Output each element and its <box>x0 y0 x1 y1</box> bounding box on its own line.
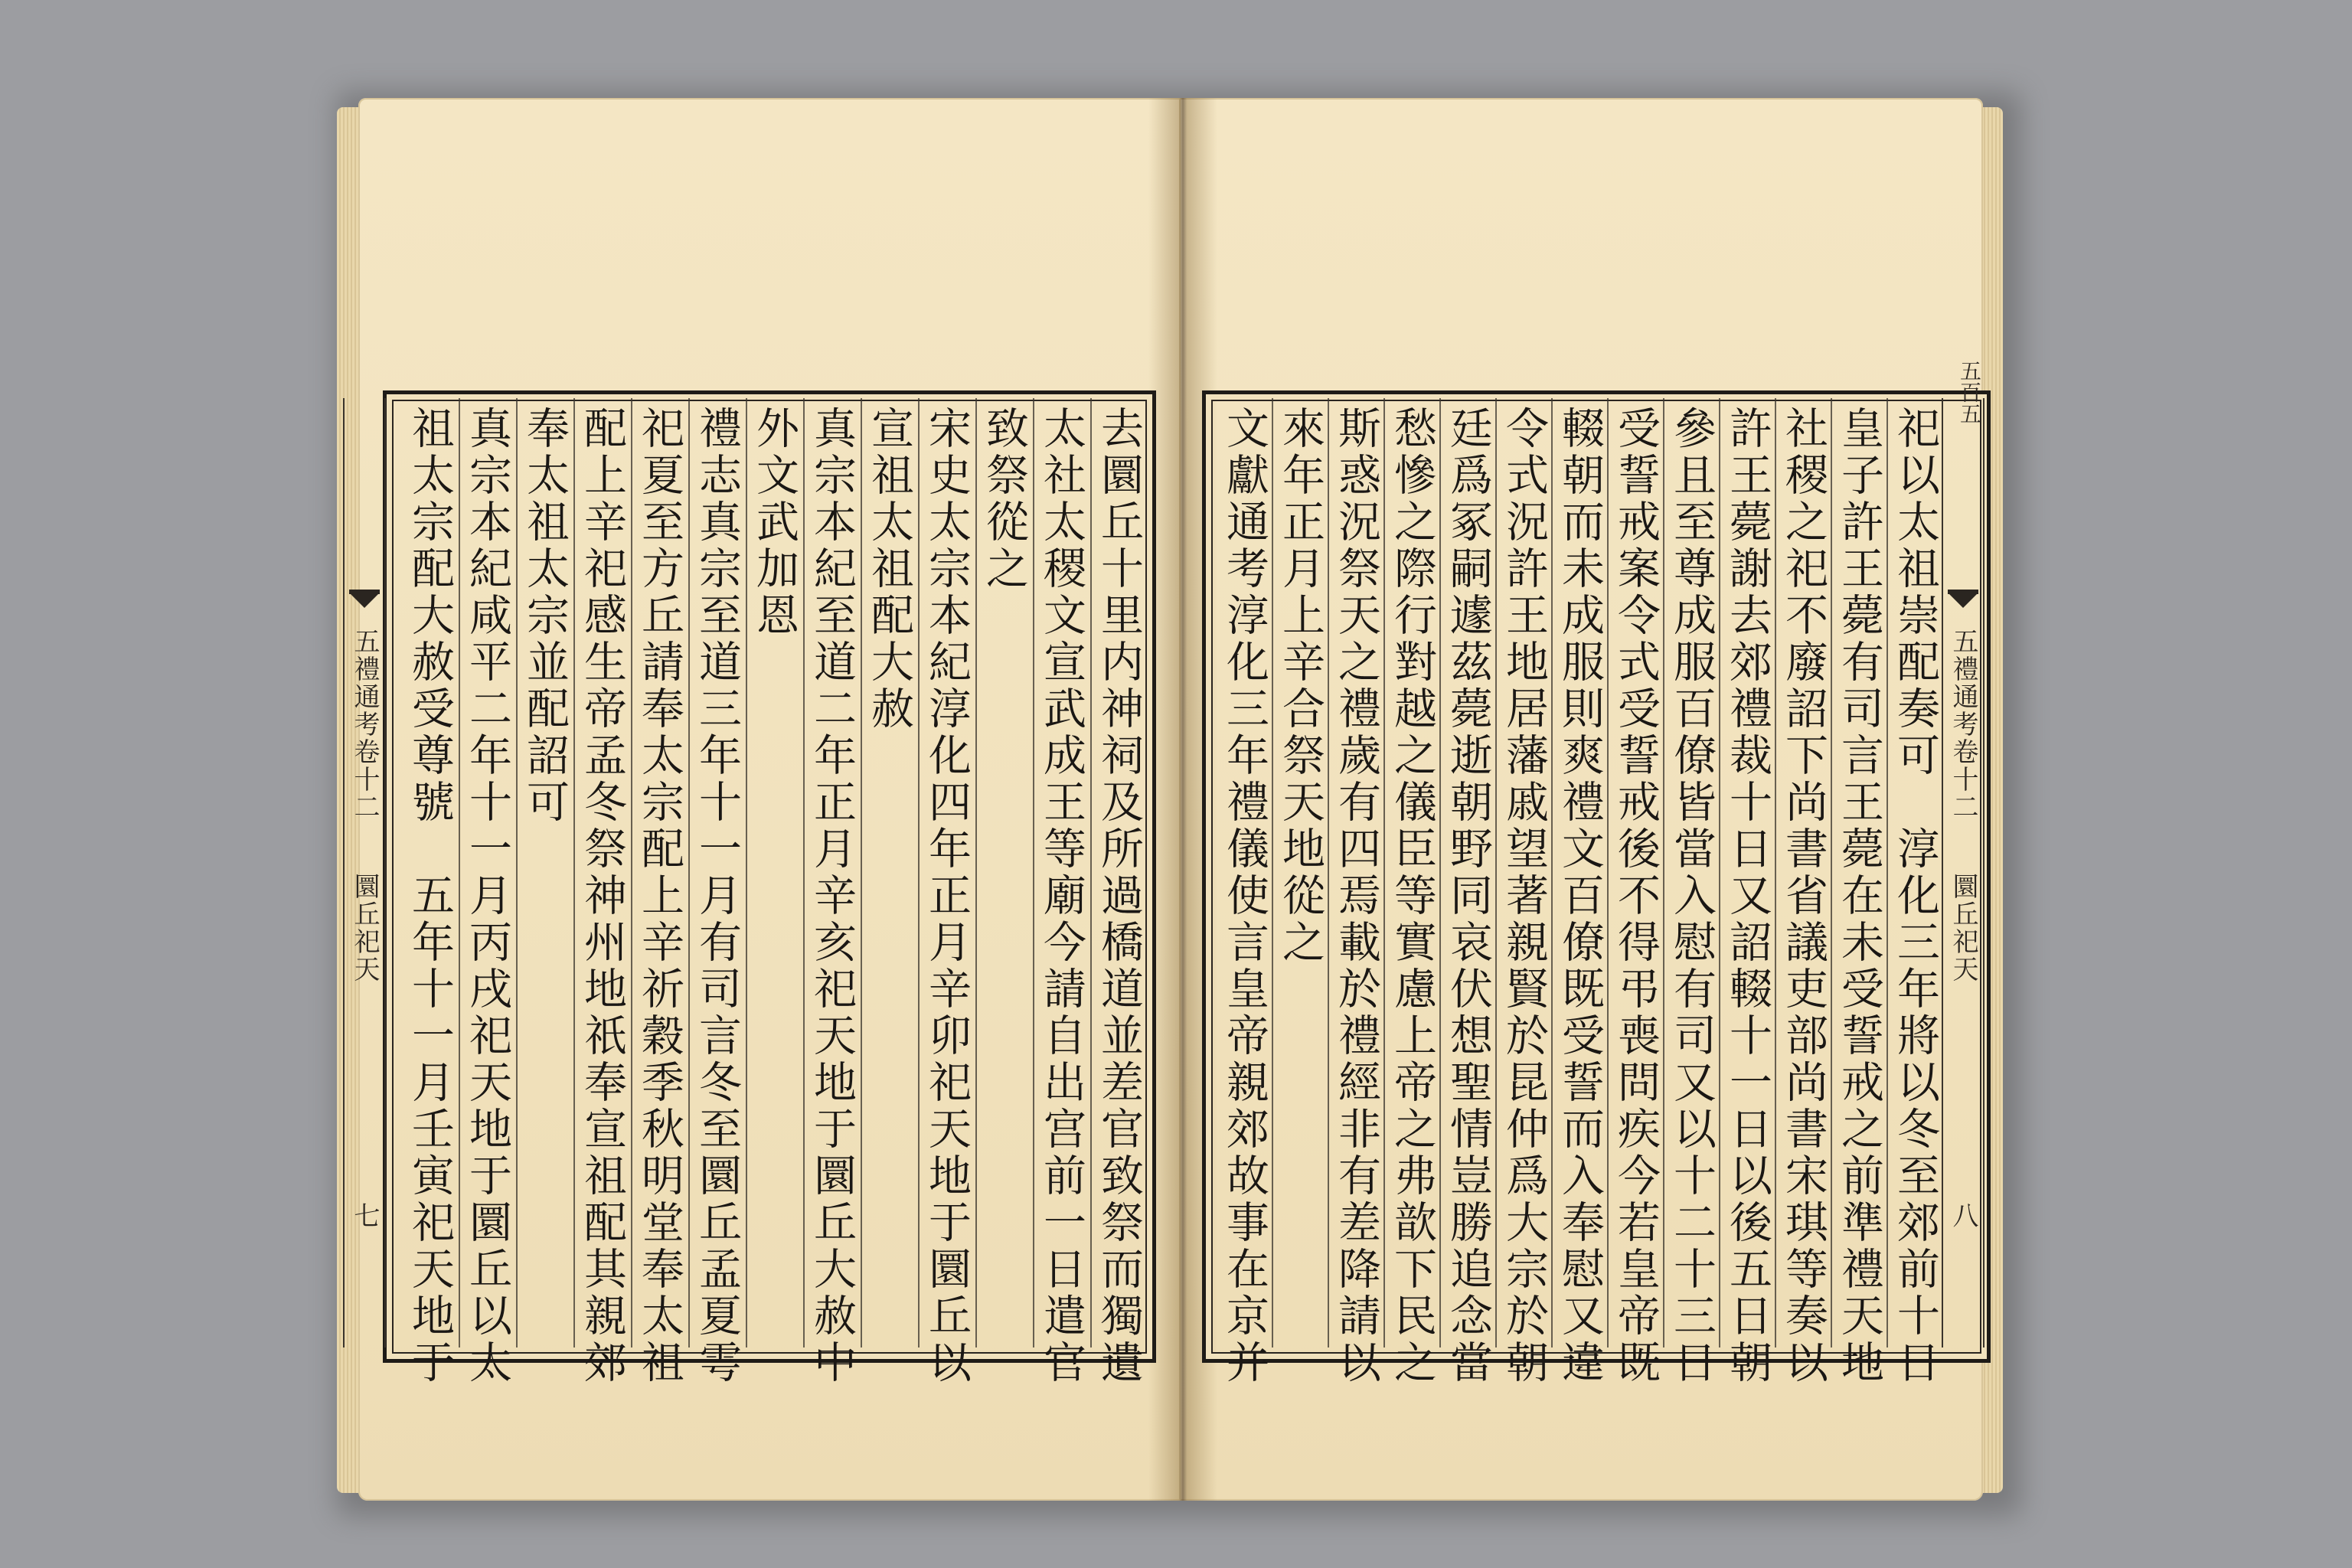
column-rule <box>516 398 518 1348</box>
column-rule <box>1831 398 1832 1348</box>
column-rule <box>1033 398 1034 1348</box>
right-page-text-column: 斯惑況祭天之禮歲有四焉載於禮經非有差降請以 <box>1331 406 1381 1387</box>
right-corner-mark: 五百五 <box>1957 360 1982 424</box>
left-banxin <box>343 398 386 1348</box>
left-page-text-column: 宣祖太祖配大赦 <box>864 406 914 733</box>
fish-tail-mark <box>349 590 380 625</box>
column-rule <box>918 398 920 1348</box>
column-rule <box>861 398 862 1348</box>
column-rule <box>688 398 690 1348</box>
column-rule <box>1439 398 1441 1348</box>
column-rule <box>631 398 632 1348</box>
column-rule <box>746 398 747 1348</box>
left-page-text-column: 禮志真宗至道三年十一月有司言冬至圜丘孟夏雩 <box>692 406 742 1387</box>
column-rule <box>1328 398 1329 1348</box>
column-rule <box>459 398 460 1348</box>
left-page-text-column: 外文武加恩 <box>750 406 799 639</box>
column-rule <box>1495 398 1497 1348</box>
column-rule <box>1551 398 1553 1348</box>
right-page-text-column: 受誓戒案令式受誓戒後不得弔喪問疾今若皇帝既 <box>1611 406 1661 1387</box>
column-rule <box>1272 398 1273 1348</box>
column-rule <box>1775 398 1776 1348</box>
left-page-text-column: 真宗本紀咸平二年十一月丙戌祀天地于圜丘以太 <box>462 406 512 1387</box>
left-page-text-column: 真宗本紀至道二年正月辛亥祀天地于圜丘大赦中 <box>807 406 857 1387</box>
right-page-text-column: 社稷之祀不廢詔下尚書省議吏部尚書宋琪等奏以 <box>1779 406 1828 1387</box>
right-page-text-column: 參且至尊成服百僚皆當入慰有司又以十二十三日 <box>1667 406 1717 1387</box>
right-banxin-section: 圜丘祀天 <box>1948 873 1978 983</box>
right-page-text-column: 愁慘之際行對越之儀臣等實慮上帝之弗歆下民之 <box>1387 406 1437 1387</box>
left-page-text-column: 去圜丘十里内神祠及所過橋道並差官致祭而獨遺 <box>1094 406 1144 1387</box>
left-page-text-column: 配上辛祀感生帝孟冬祭神州地祇奉宣祖配其親郊 <box>577 406 627 1387</box>
right-page-text-column: 令式況許王地居藩戚望著親賢於昆仲爲大宗於朝 <box>1499 406 1549 1387</box>
column-rule <box>1090 398 1092 1348</box>
left-page-text-column: 致祭從之 <box>979 406 1029 593</box>
column-rule <box>1719 398 1720 1348</box>
left-banxin-title: 五禮通考卷十二 <box>349 628 380 821</box>
column-rule <box>573 398 575 1348</box>
column-rule <box>1383 398 1385 1348</box>
left-page-text-column: 祀夏至方丘請奉太宗配上辛祈穀季秋明堂奉太祖 <box>635 406 684 1387</box>
right-banxin <box>1942 398 1984 1348</box>
right-page-text-column: 皇子許王薨有司言王薨在未受誓戒之前準禮天地 <box>1834 406 1884 1387</box>
column-rule <box>975 398 977 1348</box>
left-page-number: 七 <box>349 1202 380 1228</box>
right-page-number: 八 <box>1948 1202 1978 1228</box>
right-page-text-column: 來年正月上辛合祭天地從之 <box>1276 406 1325 966</box>
right-page-text-column: 祀以太祖崇配奏可 淳化三年將以冬至郊前十日 <box>1890 406 1940 1387</box>
left-page-text-column: 宋史太宗本紀淳化四年正月辛卯祀天地于圜丘以 <box>922 406 972 1387</box>
right-page-text-column: 文獻通考淳化三年禮儀使言皇帝親郊故事在京并 <box>1220 406 1269 1387</box>
left-banxin-section: 圜丘祀天 <box>349 873 380 983</box>
left-page-text-column: 祖太宗配大赦受尊號 五年十一月壬寅祀天地于 <box>405 406 455 1387</box>
right-page-text-column: 廷爲冢嗣遽茲薨逝朝野同哀伏想聖情豈勝追念當 <box>1443 406 1493 1387</box>
column-rule <box>1886 398 1888 1348</box>
right-page-text-column: 許王薨謝去郊禮裁十日又詔輟十一日以後五日朝 <box>1723 406 1772 1387</box>
column-rule <box>1607 398 1609 1348</box>
fish-tail-mark <box>1948 590 1978 625</box>
left-page-text-column: 太社太稷文宣武成王等廟今請自出宫前一日遣官 <box>1037 406 1086 1387</box>
column-rule <box>803 398 805 1348</box>
left-page-text-column: 奉太祖太宗並配詔可 <box>520 406 570 826</box>
column-rule <box>1663 398 1664 1348</box>
right-page-text-column: 輟朝而未成服則爽禮文百僚既受誓而入奉慰又違 <box>1555 406 1605 1387</box>
right-banxin-title: 五禮通考卷十二 <box>1948 628 1978 821</box>
